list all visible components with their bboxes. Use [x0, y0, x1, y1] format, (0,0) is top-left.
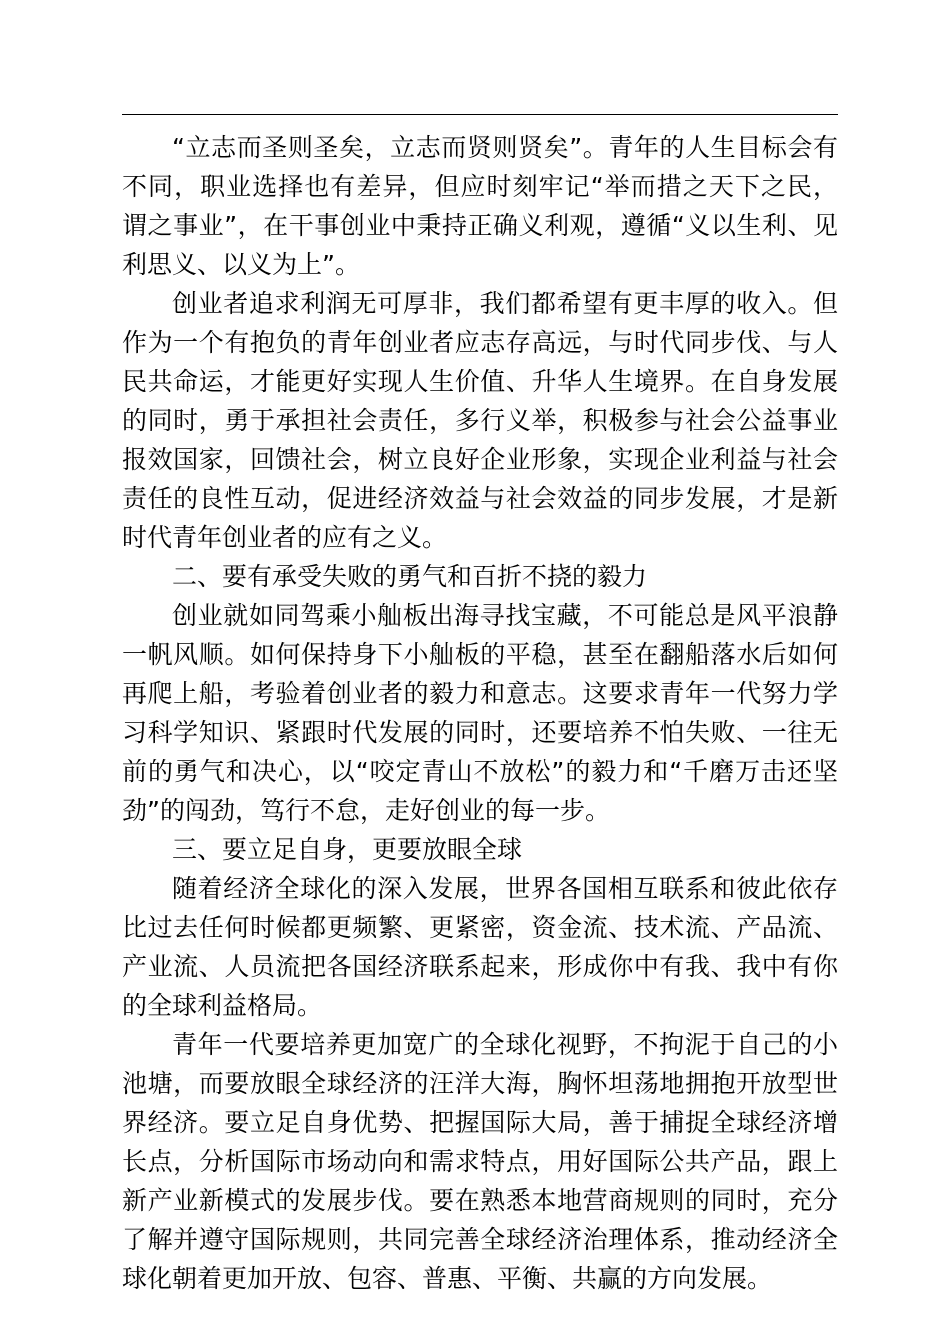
body-text	[122, 128, 838, 1298]
text-line: 产业流、人员流把各国经济联系起来，形成你中有我、我中有你	[122, 952, 838, 981]
text-line: 随着经济全球化的深入发展，世界各国相互联系和彼此依存	[172, 874, 838, 903]
text-line: 比过去任何时候都更频繁、更紧密，资金流、技术流、产品流、	[122, 913, 838, 942]
text-line: 责任的良性互动，促进经济效益与社会效益的同步发展，才是新	[122, 484, 838, 513]
text-line: 习科学知识、紧跟时代发展的同时，还要培养不怕失败、一往无	[122, 718, 838, 747]
text-line: 谓之事业”，在干事创业中秉持正确义利观，遵循“义以生利、见	[122, 211, 838, 240]
text-line: 长点，分析国际市场动向和需求特点，用好国际公共产品，跟上	[122, 1147, 838, 1176]
text-line: 前的勇气和决心，以“咬定青山不放松”的毅力和“千磨万击还坚	[122, 757, 838, 786]
paragraph	[122, 284, 838, 557]
text-line: 青年一代要培养更加宽广的全球化视野，不拘泥于自己的小	[172, 1030, 838, 1059]
paragraph	[122, 869, 838, 1025]
text-line: 的同时，勇于承担社会责任，多行义举，积极参与社会公益事业	[122, 406, 838, 435]
text-line: 利思义、以义为上”。	[122, 250, 360, 279]
header-rule	[122, 114, 838, 115]
text-line: 报效国家，回馈社会，树立良好企业形象，实现企业利益与社会	[122, 445, 838, 474]
text-line: 球化朝着更加开放、包容、普惠、平衡、共赢的方向发展。	[122, 1264, 773, 1293]
text-line: 民共命运，才能更好实现人生价值、升华人生境界。在自身发展	[122, 367, 838, 396]
text-line: 的全球利益格局。	[122, 991, 323, 1020]
heading-line: 二、要有承受失败的勇气和百折不挠的毅力	[172, 562, 648, 591]
text-line: 界经济。要立足自身优势、把握国际大局，善于捕捉全球经济增	[122, 1108, 838, 1137]
text-line: 再爬上船，考验着创业者的毅力和意志。这要求青年一代努力学	[122, 679, 838, 708]
text-line: 劲”的闯劲，笃行不怠，走好创业的每一步。	[122, 796, 610, 825]
text-line: 了解并遵守国际规则，共同完善全球经济治理体系，推动经济全	[122, 1225, 838, 1254]
text-line: 不同，职业选择也有差异，但应时刻牢记“举而措之天下之民，	[122, 172, 838, 201]
section-heading	[122, 830, 838, 869]
text-line: 池塘，而要放眼全球经济的汪洋大海，胸怀坦荡地拥抱开放型世	[122, 1069, 838, 1098]
text-line: 创业就如同驾乘小舢板出海寻找宝藏，不可能总是风平浪静	[172, 601, 838, 630]
paragraph	[122, 1025, 838, 1298]
text-line: 时代青年创业者的应有之义。	[122, 523, 448, 552]
paragraph	[122, 596, 838, 830]
paragraph	[122, 128, 838, 284]
text-line: 新产业新模式的发展步伐。要在熟悉本地营商规则的同时，充分	[122, 1186, 838, 1215]
text-line: 一帆风顺。如何保持身下小舢板的平稳，甚至在翻船落水后如何	[122, 640, 838, 669]
section-heading	[122, 557, 838, 596]
text-line: 创业者追求利润无可厚非，我们都希望有更丰厚的收入。但	[172, 289, 838, 318]
text-line: “立志而圣则圣矣，立志而贤则贤矣”。青年的人生目标会有	[172, 133, 838, 162]
text-line: 作为一个有抱负的青年创业者应志存高远，与时代同步伐、与人	[122, 328, 838, 357]
heading-line: 三、要立足自身，更要放眼全球	[172, 835, 523, 864]
